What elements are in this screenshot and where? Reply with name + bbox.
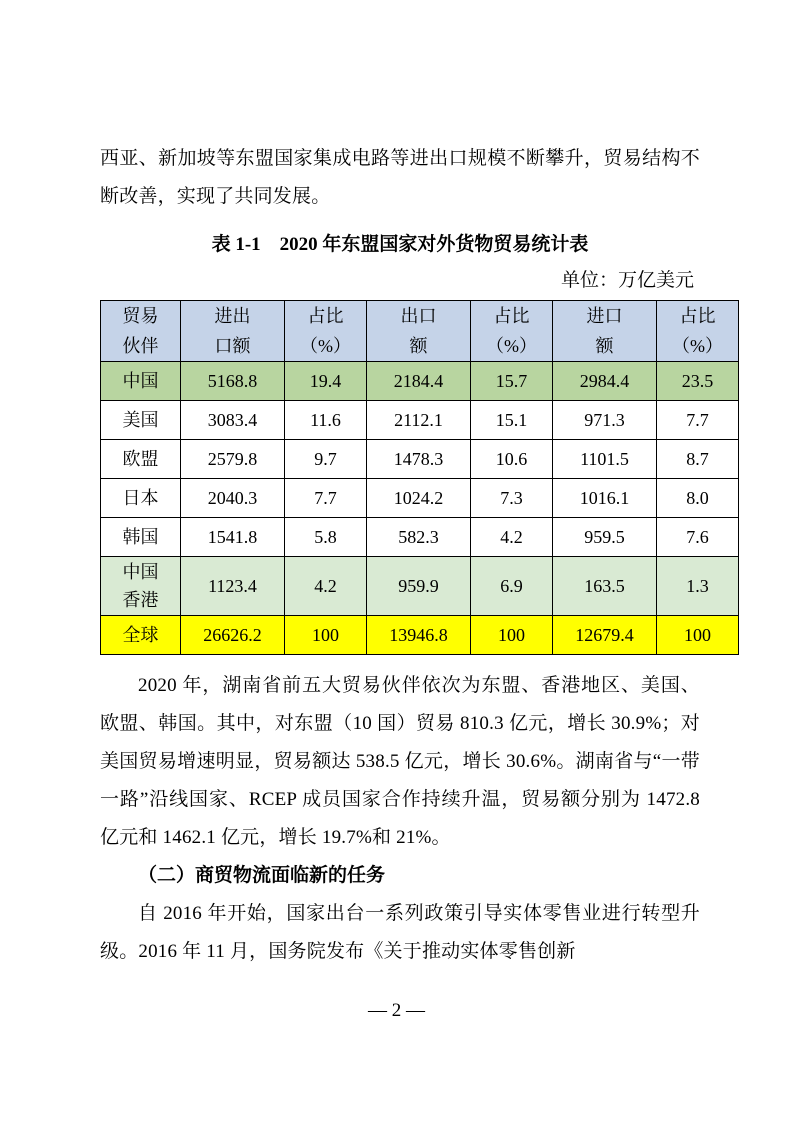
cell-import-pct: 100	[657, 616, 739, 655]
cell-partner: 美国	[101, 401, 181, 440]
page-number: — 2 —	[368, 1000, 425, 1021]
cell-partner: 全球	[101, 616, 181, 655]
column-header-total	[181, 301, 285, 362]
table-header	[101, 301, 739, 362]
cell-export: 1478.3	[367, 440, 471, 479]
cell-partner: 中国	[101, 362, 181, 401]
column-header-partner	[101, 301, 181, 362]
cell-export-pct: 15.1	[471, 401, 553, 440]
column-header-total-pct-line2: （%）	[300, 336, 351, 356]
cell-import-pct: 8.7	[657, 440, 739, 479]
cell-export: 582.3	[367, 518, 471, 557]
cell-total-pct: 5.8	[285, 518, 367, 557]
column-header-partner-line1: 贸易	[122, 306, 159, 326]
cell-export-pct: 4.2	[471, 518, 553, 557]
cell-export: 1024.2	[367, 479, 471, 518]
column-header-import	[553, 301, 657, 362]
intro-paragraph: 西亚、新加坡等东盟国家集成电路等进出口规模不断攀升，贸易结构不断改善，实现了共同发展。	[100, 148, 700, 207]
cell-total-pct: 19.4	[285, 362, 367, 401]
column-header-total-line2: 口额	[214, 336, 251, 356]
cell-partner-line2: 香港	[122, 590, 159, 610]
cell-partner: 韩国	[101, 518, 181, 557]
column-header-import-pct	[657, 301, 739, 362]
cell-import-pct: 8.0	[657, 479, 739, 518]
cell-import: 12679.4	[553, 616, 657, 655]
cell-total: 1541.8	[181, 518, 285, 557]
cell-import: 163.5	[553, 557, 657, 616]
cell-total: 2040.3	[181, 479, 285, 518]
column-header-export-line1: 出口	[400, 306, 437, 326]
column-header-import-line1: 进口	[586, 306, 623, 326]
cell-import-pct: 7.7	[657, 401, 739, 440]
cell-import-pct: 23.5	[657, 362, 739, 401]
column-header-import-line2: 额	[595, 336, 614, 356]
column-header-total-pct	[285, 301, 367, 362]
column-header-import-pct-line1: 占比	[679, 306, 716, 326]
cell-export: 2112.1	[367, 401, 471, 440]
cell-partner-line1: 中国	[122, 562, 159, 582]
table-unit-label: 单位：万亿美元	[560, 270, 694, 291]
table-row	[101, 557, 739, 616]
table-title: 表 1-1 2020 年东盟国家对外货物贸易统计表	[211, 234, 589, 255]
cell-total: 3083.4	[181, 401, 285, 440]
cell-import: 971.3	[553, 401, 657, 440]
column-header-partner-line2: 伙伴	[122, 336, 159, 356]
column-header-export-pct	[471, 301, 553, 362]
cell-export: 2184.4	[367, 362, 471, 401]
cell-partner: 欧盟	[101, 440, 181, 479]
table-row	[101, 401, 739, 440]
cell-total: 26626.2	[181, 616, 285, 655]
cell-total-pct: 9.7	[285, 440, 367, 479]
paragraph-after-table: 2020 年，湖南省前五大贸易伙伴依次为东盟、香港地区、美国、欧盟、韩国。其中，对东盟（10 国）贸易 810.3 亿元，增长 30.9%；对美国贸易增速明显，贸易额达 538.5 亿元，增长 30.6%。湖南省与“一带一路”沿线国家、RCEP 成员国家合作持续升温，贸易额分别为 1472.8 亿元和 1462.1 亿元，增长 19.7%和 21%。	[100, 675, 700, 848]
after-table-block	[100, 667, 700, 971]
column-header-total-pct-line1: 占比	[307, 306, 344, 326]
cell-export-pct: 6.9	[471, 557, 553, 616]
cell-import: 959.5	[553, 518, 657, 557]
cell-export-pct: 7.3	[471, 479, 553, 518]
cell-total: 1123.4	[181, 557, 285, 616]
column-header-total-line1: 进出	[214, 306, 251, 326]
cell-total-pct: 100	[285, 616, 367, 655]
cell-import-pct: 1.3	[657, 557, 739, 616]
cell-import: 2984.4	[553, 362, 657, 401]
page-content	[100, 140, 723, 971]
table-body	[101, 362, 739, 655]
column-header-export	[367, 301, 471, 362]
cell-export-pct: 15.7	[471, 362, 553, 401]
cell-total-pct: 11.6	[285, 401, 367, 440]
table-row	[101, 362, 739, 401]
table-row	[101, 440, 739, 479]
section-heading: （二）商贸物流面临新的任务	[138, 865, 386, 886]
cell-import: 1101.5	[553, 440, 657, 479]
column-header-export-line2: 额	[409, 336, 428, 356]
cell-total: 5168.8	[181, 362, 285, 401]
column-header-export-pct-line1: 占比	[493, 306, 530, 326]
cell-export-pct: 10.6	[471, 440, 553, 479]
table-row	[101, 518, 739, 557]
cell-export-pct: 100	[471, 616, 553, 655]
cell-import: 1016.1	[553, 479, 657, 518]
table-header-row	[101, 301, 739, 362]
cell-partner: 日本	[101, 479, 181, 518]
cell-total-pct: 4.2	[285, 557, 367, 616]
cell-import-pct: 7.6	[657, 518, 739, 557]
cell-export: 959.9	[367, 557, 471, 616]
trade-statistics-table	[100, 300, 739, 655]
column-header-export-pct-line2: （%）	[486, 336, 537, 356]
cell-export: 13946.8	[367, 616, 471, 655]
paragraph-last: 自 2016 年开始，国家出台一系列政策引导实体零售业进行转型升级。2016 年 11 月，国务院发布《关于推动实体零售创新	[100, 903, 700, 962]
cell-total: 2579.8	[181, 440, 285, 479]
column-header-import-pct-line2: （%）	[672, 336, 723, 356]
table-row	[101, 616, 739, 655]
cell-partner	[101, 557, 181, 616]
table-row	[101, 479, 739, 518]
cell-total-pct: 7.7	[285, 479, 367, 518]
